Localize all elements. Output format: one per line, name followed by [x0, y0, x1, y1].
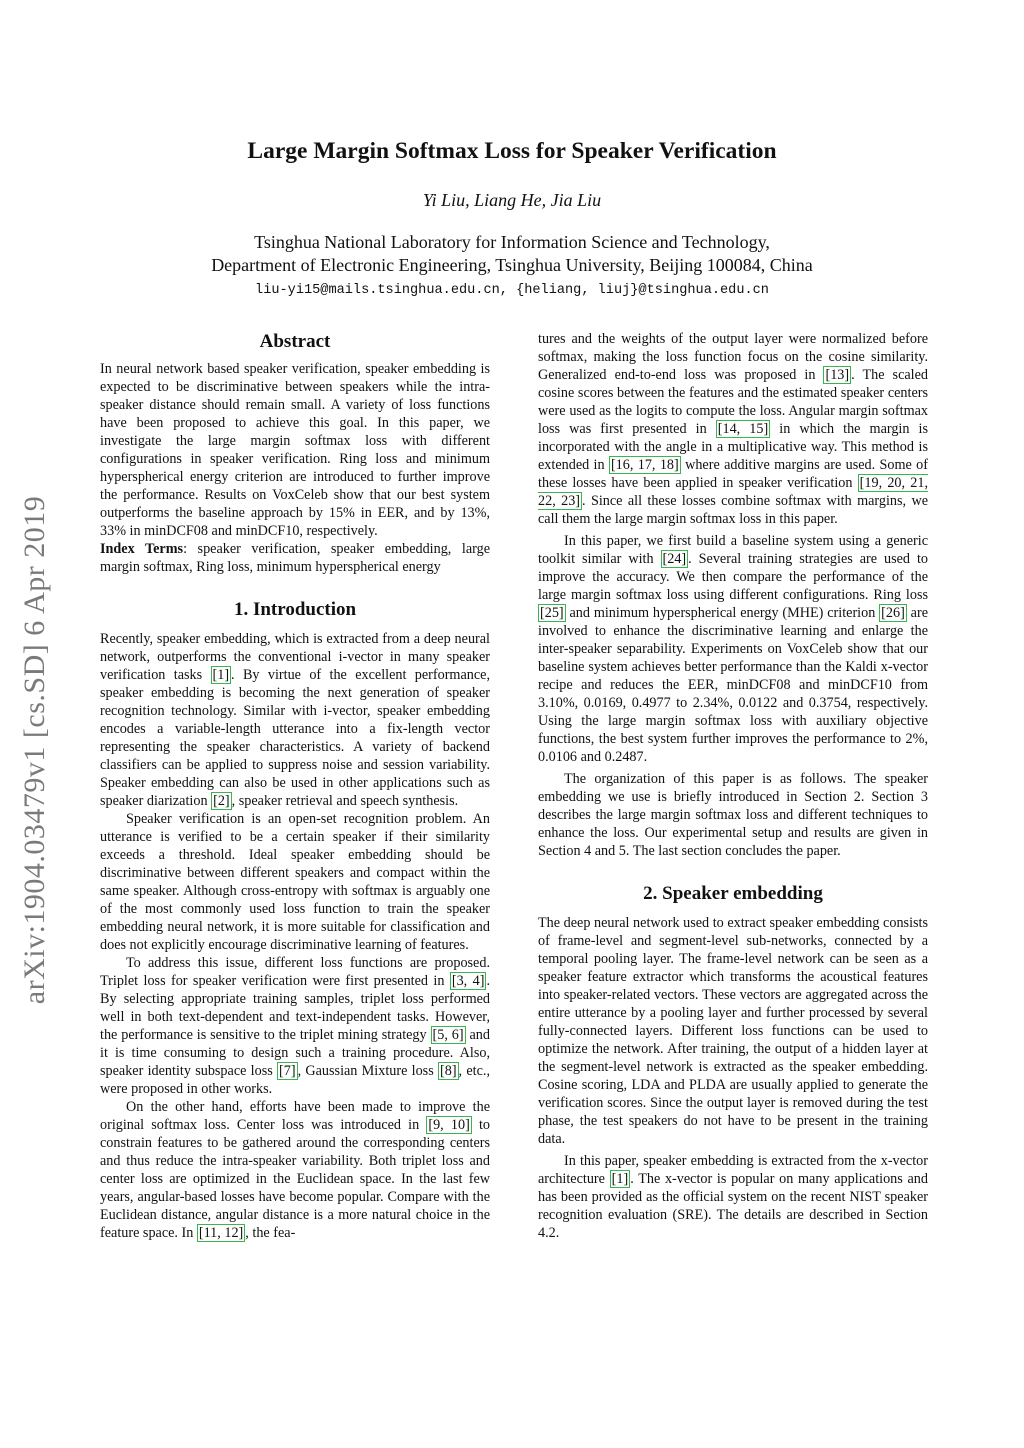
- intro-paragraph-5: [538, 330, 928, 528]
- intro-paragraph-6: [538, 532, 928, 766]
- intro-paragraph-7: The organization of this paper is as follows. The speaker embedding we use is briefly introduced in Section 2. Section 3 describes the large margin softmax loss and different techniques to enhance the loss. Our experimental setup and results are given in Section 4 and 5. The last section concludes the paper.: [538, 771, 928, 859]
- affiliation-line-1: Tsinghua National Laboratory for Information Science and Technology,: [254, 232, 770, 252]
- citation-link[interactable]: [2]: [213, 793, 230, 809]
- citation-link[interactable]: [24]: [662, 551, 687, 567]
- intro-paragraph-4: [100, 1098, 490, 1242]
- text-run: , etc., were proposed in other works.: [100, 1063, 490, 1097]
- text-run: In this paper, we first build a baseline system using a generic toolkit similar with: [538, 533, 928, 567]
- citation-link[interactable]: [16, 17, 18]: [610, 457, 679, 473]
- citation-link[interactable]: [1]: [611, 1171, 629, 1187]
- index-terms-label: Index Terms: [100, 541, 184, 557]
- intro-heading: 1. Introduction: [233, 599, 357, 620]
- text-run: To address this issue, different loss functions are proposed. Triplet loss for speaker verification were first presented in: [100, 955, 490, 989]
- embedding-paragraph-2: [538, 1152, 928, 1242]
- left-column: [100, 330, 490, 1242]
- paper-title: Large Margin Softmax Loss for Speaker Verification: [247, 138, 777, 164]
- text-run: where additive margins are used. Some of these losses have been applied in speaker verification: [538, 457, 928, 491]
- text-run: . Since all these losses combine softmax with margins, we call them the large margin softmax loss in this paper.: [538, 493, 928, 527]
- text-run: Recently, speaker embedding, which is extracted from a deep neural network, outperforms the conventional i-vector in many speaker verification tasks: [100, 631, 490, 683]
- text-run: , the fea-: [245, 1225, 296, 1241]
- text-run: , Gaussian Mixture loss: [297, 1063, 438, 1079]
- citation-link[interactable]: [19, 20, 21, 22, 23]: [538, 475, 928, 509]
- paper-authors: Yi Liu, Liang He, Jia Liu: [422, 190, 602, 210]
- text-run: . The x-vector is popular on many applications and has been provided as the official system on the recent NIST speaker recognition evaluation (SRE). The details are described in Section 4.2.: [538, 1171, 928, 1241]
- citation-link[interactable]: [13]: [825, 367, 850, 383]
- citation-link[interactable]: [7]: [279, 1063, 296, 1079]
- arxiv-sidebar: [0, 440, 70, 1060]
- affiliation: [0, 231, 1024, 277]
- arxiv-identifier: arXiv:1904.03479v1 [cs.SD] 6 Apr 2019: [18, 495, 51, 1005]
- abstract-text: In neural network based speaker verification, speaker embedding is expected to be discriminative between speakers while the intra-speaker distance should remain small. A variety of loss functions have been proposed to achieve this goal. In this paper, we investigate the large margin softmax loss with different configurations in speaker verification. Ring loss and minimum hyperspherical energy criterion are introduced to further improve the performance. Results on VoxCeleb show that our best system outperforms the baseline approach by 15% in EER, and by 13%, 33% in minDCF08 and minDCF10, respectively.: [100, 361, 490, 539]
- citation-link[interactable]: [9, 10]: [428, 1117, 470, 1133]
- text-run: and minimum hyperspherical energy (MHE) criterion: [565, 605, 880, 621]
- text-run: in which the margin is incorporated with the angle in a multiplicative way. This method is extended in: [538, 421, 928, 473]
- intro-paragraph-1: [100, 630, 490, 810]
- index-terms-text: : speaker verification, speaker embedding, large margin softmax, Ring loss, minimum hyperspherical energy: [100, 541, 490, 575]
- intro-paragraph-2: Speaker verification is an open-set recognition problem. An utterance is verified to be a certain speaker if their similarity exceeds a threshold. Ideal speaker embedding should be discriminative between different speakers and compact within the same speaker. Although cross-entropy with softmax is arguably one of the most commonly used loss function to train the speaker embedding neural network, it is more suitable for classification and does not explicitly encourage discriminative learning of features.: [100, 811, 490, 953]
- text-run: . The scaled cosine scores between the features and the estimated speaker centers were used as the logits to compute the loss. Angular margin softmax loss was first presented in: [538, 367, 929, 437]
- text-run: In this paper, speaker embedding is extracted from the x-vector architecture: [538, 1153, 928, 1187]
- abstract-heading: Abstract: [259, 331, 331, 352]
- text-run: to constrain features to be gathered around the corresponding centers and thus reduce the intra-speaker variability. Both triplet loss and center loss are optimized in the Euclidean space. In the last few years, angular-based losses have become popular. Compare with the Euclidean distance, angular distance is a more natural choice in the feature space. In: [100, 1117, 490, 1241]
- author-emails: liu-yi15@mails.tsinghua.edu.cn, {heliang, liuj}@tsinghua.edu.cn: [255, 283, 769, 298]
- citation-link[interactable]: [26]: [881, 605, 905, 621]
- affiliation-line-2: Department of Electronic Engineering, Tsinghua University, Beijing 100084, China: [211, 255, 813, 275]
- text-run: tures and the weights of the output layer were normalized before softmax, making the loss function focus on the cosine similarity. Generalized end-to-end loss was proposed in: [538, 331, 928, 383]
- citation-link[interactable]: [25]: [540, 605, 564, 621]
- embedding-paragraph-1: The deep neural network used to extract speaker embedding consists of frame-level and segment-level sub-networks, connected by a temporal pooling layer. The frame-level network can be seen as a speaker feature extractor which transforms the acoustical features into speaker-related vectors. These vectors are aggregated across the entire utterance by a pooling layer and further processed by several fully-connected layers. Different loss functions can be used to optimize the network. After training, the output of a hidden layer at the segment-level network is extracted as the speaker embedding. Cosine scoring, LDA and PLDA are usually applied to generate the verification scores. Since the output layer is removed during the test phase, the test speakers do not have to be present in the training data.: [538, 915, 928, 1147]
- citation-link[interactable]: [3, 4]: [451, 973, 485, 989]
- text-run: are involved to enhance the discriminative learning and enlarge the inter-speaker separability. Experiments on VoxCeleb show that our baseline system achieves better performance than the Kaldi x-vector recipe and reduces the EER, minDCF08 and minDCF10 from 3.10%, 0.0169, 0.4977 to 2.34%, 0.0122 and 0.3754, respectively. Using the large margin softmax loss with auxiliary objective functions, the best system further improves the performance to 2%, 0.0106 and 0.2487.: [538, 605, 928, 765]
- text-run: , speaker retrieval and speech synthesis.: [231, 793, 459, 809]
- citation-link[interactable]: [5, 6]: [432, 1027, 464, 1043]
- text-run: and it is time consuming to design such a training procedure. Also, speaker identity subspace loss: [100, 1027, 490, 1079]
- citation-link[interactable]: [14, 15]: [717, 421, 769, 437]
- text-run: . Several training strategies are used to improve the accuracy. We then compare the performance of the large margin softmax loss using different configurations. Ring loss: [538, 551, 928, 603]
- text-run: . By virtue of the excellent performance, speaker embedding is becoming the next generation of speaker recognition technology. Similar with i-vector, speaker embedding encodes a variable-length utterance into a fix-length vector representing the speaker characteristics. A variety of backend classifiers can be applied to suppress noise and session variability. Speaker embedding can also be used in other applications such as speaker diarization: [100, 667, 491, 809]
- citation-link[interactable]: [11, 12]: [198, 1225, 244, 1241]
- citation-link[interactable]: [8]: [440, 1063, 457, 1079]
- intro-paragraph-3: [100, 954, 490, 1098]
- text-run: On the other hand, efforts have been made to improve the original softmax loss. Center loss was introduced in: [100, 1099, 490, 1133]
- index-terms: [100, 540, 490, 576]
- right-column: [538, 330, 928, 1242]
- embedding-heading: 2. Speaker embedding: [643, 883, 823, 904]
- citation-link[interactable]: [1]: [212, 667, 230, 683]
- text-run: . By selecting appropriate training samples, triplet loss performed well in both text-dependent and text-independent tasks. However, the performance is sensitive to the triplet mining strategy: [100, 973, 490, 1043]
